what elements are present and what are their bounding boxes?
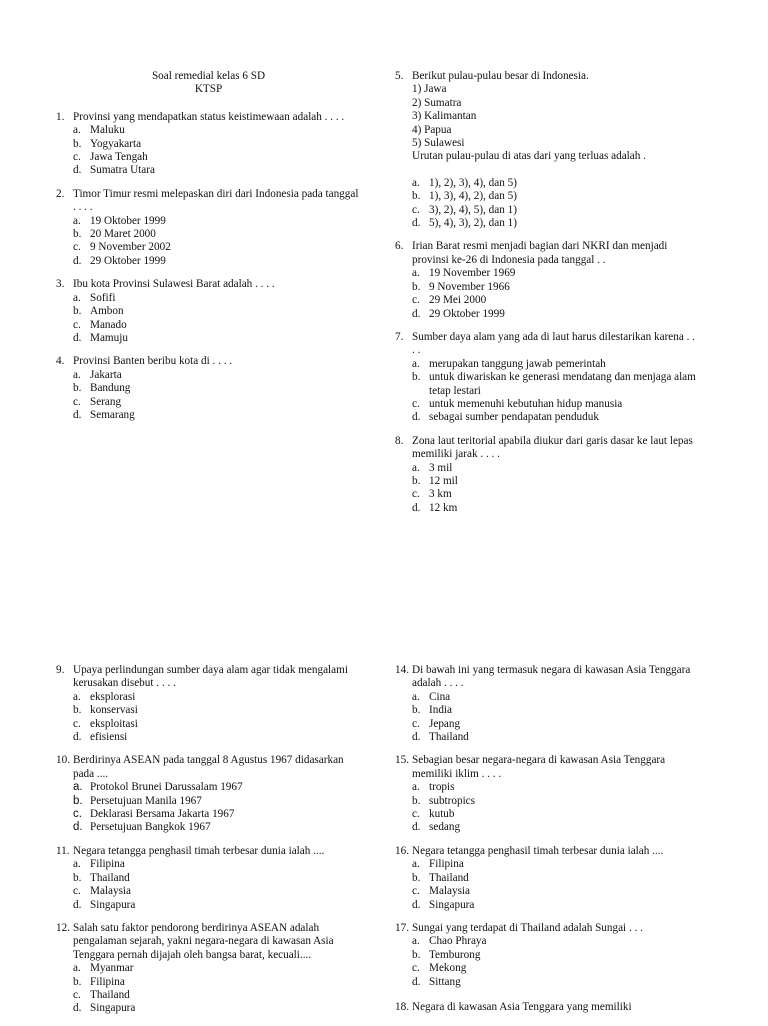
answer-option	[412, 935, 700, 948]
option-text: 9 November 2002	[90, 241, 171, 254]
question-number: 6.	[395, 240, 404, 253]
question-number: 10.	[56, 754, 70, 767]
question-number: 3.	[56, 278, 65, 291]
option-letter: a.	[73, 690, 81, 703]
options-list	[73, 691, 361, 745]
option-text: Maluku	[90, 124, 125, 137]
options-list	[73, 781, 361, 835]
question-15	[395, 754, 700, 834]
question-text: Salah satu faktor pendorong berdirinya ASEAN adalah pengalaman sejarah, yakni negara-negara di kawasan Asia Tenggara pernah dijajah oleh bangsa barat, kecuali....	[73, 921, 334, 961]
option-letter: b.	[73, 137, 82, 150]
option-letter: a.	[412, 781, 420, 794]
answer-option	[412, 217, 700, 230]
option-letter: c.	[73, 318, 81, 331]
option-letter: a.	[73, 781, 83, 794]
option-text: 12 mil	[429, 474, 458, 487]
option-letter: d.	[412, 307, 421, 320]
option-letter: a.	[412, 690, 420, 703]
question-text: Provinsi Banten beribu kota di . . . .	[73, 355, 233, 368]
question-number: 12.	[56, 921, 70, 934]
answer-option	[412, 872, 700, 885]
option-text: 9 November 1966	[429, 280, 510, 293]
options-list	[412, 177, 700, 231]
options-list	[73, 292, 361, 346]
answer-option	[412, 475, 700, 488]
question-8	[395, 435, 700, 515]
question-number: 1.	[56, 110, 65, 123]
answer-option	[73, 989, 361, 1002]
option-text: subtropics	[429, 794, 475, 807]
option-text: eksploitasi	[90, 717, 138, 730]
question-5	[395, 70, 700, 230]
question-3	[56, 278, 361, 345]
options-list	[412, 267, 700, 321]
option-text: Jakarta	[90, 368, 122, 381]
answer-option	[412, 294, 700, 307]
answer-option	[73, 305, 361, 318]
question-number: 5.	[395, 70, 404, 82]
island-item: 5) Sulawesi	[412, 137, 465, 150]
option-letter: c.	[73, 717, 81, 730]
answer-option	[73, 872, 361, 885]
question-number: 17.	[395, 921, 409, 934]
answer-option	[73, 319, 361, 332]
option-letter: a.	[412, 176, 420, 189]
question-12	[56, 922, 361, 1016]
answer-option	[73, 409, 361, 422]
option-letter: c.	[412, 885, 420, 898]
question-text: Sumber daya alam yang ada di laut harus dilestarikan karena . . . .	[412, 330, 696, 357]
option-letter: a.	[412, 267, 420, 280]
option-text: efisiensi	[90, 731, 128, 744]
option-letter: b.	[412, 948, 421, 961]
options-list	[412, 358, 700, 425]
option-text: Deklarasi Bersama Jakarta 1967	[90, 808, 235, 821]
option-letter: a.	[412, 357, 420, 370]
question-number: 2.	[56, 187, 65, 200]
options-list	[73, 215, 361, 269]
question-text: Timor Timur resmi melepaskan diri dari Indonesia pada tanggal . . . .	[73, 187, 359, 214]
answer-option	[73, 241, 361, 254]
answer-option	[73, 808, 361, 821]
title-line-2: KTSP	[194, 83, 223, 96]
island-item: 3) Kalimantan	[412, 110, 477, 123]
answer-option	[412, 795, 700, 808]
answer-option	[73, 885, 361, 898]
answer-option	[412, 858, 700, 871]
options-list	[73, 858, 361, 912]
option-text: Cina	[429, 690, 451, 703]
question-text: Negara tetangga penghasil timah terbesar dunia ialah ....	[412, 844, 664, 857]
answer-option	[412, 885, 700, 898]
option-text: 19 Oktober 1999	[90, 214, 166, 227]
question-text: Berikut pulau-pulau besar di Indonesia.	[412, 70, 589, 82]
question-14	[395, 664, 700, 744]
question-11	[56, 845, 361, 912]
option-text: Filipina	[90, 975, 125, 988]
option-text: Temburong	[429, 948, 481, 961]
options-list	[73, 369, 361, 423]
option-letter: d.	[412, 821, 421, 834]
page1-right-column	[395, 70, 700, 525]
option-text: Persetujuan Bangkok 1967	[90, 821, 211, 834]
option-text: 29 Oktober 1999	[90, 254, 166, 267]
question-18	[395, 1001, 700, 1014]
options-list	[73, 962, 361, 1016]
question-text: Ibu kota Provinsi Sulawesi Barat adalah . . . .	[73, 278, 275, 291]
option-text: Sittang	[429, 975, 461, 988]
option-letter: a.	[73, 124, 81, 137]
option-text: 29 Oktober 1999	[429, 307, 505, 320]
question-number: 7.	[395, 330, 404, 343]
option-letter: b.	[73, 382, 82, 395]
option-text: Bandung	[90, 382, 131, 395]
option-text: Thailand	[90, 871, 130, 884]
option-letter: d.	[73, 408, 82, 421]
answer-option	[412, 704, 700, 717]
answer-option	[412, 691, 700, 704]
answer-option	[412, 781, 700, 794]
options-list	[412, 858, 700, 912]
question-text: Upaya perlindungan sumber daya alam agar tidak mengalami kerusakan disebut . . . .	[73, 664, 348, 690]
question-text: Irian Barat resmi menjadi bagian dari NKRI dan menjadi provinsi ke-26 di Indonesia pada tanggal . .	[412, 240, 668, 266]
option-text: Yogyakarta	[90, 137, 142, 150]
page2-right-column	[395, 664, 700, 1024]
option-letter: b.	[73, 794, 83, 807]
answer-option	[412, 808, 700, 821]
answer-option	[412, 821, 700, 834]
option-letter: a.	[73, 214, 81, 227]
option-text: Thailand	[429, 731, 469, 744]
question-17	[395, 922, 700, 989]
answer-option	[73, 899, 361, 912]
option-text: sebagai sumber pendapatan penduduk	[429, 411, 599, 424]
option-text: Malaysia	[90, 885, 132, 898]
answer-option	[73, 718, 361, 731]
options-list	[412, 781, 700, 835]
answer-option	[73, 396, 361, 409]
answer-option	[412, 962, 700, 975]
question-2	[56, 188, 361, 268]
answer-option	[412, 731, 700, 744]
question-text: Zona laut teritorial apabila diukur dari garis dasar ke laut lepas memiliki jarak . . . .	[412, 434, 693, 461]
question-text: Negara di kawasan Asia Tenggara yang memiliki	[412, 1000, 632, 1013]
answer-option	[412, 899, 700, 912]
answer-option	[412, 358, 700, 371]
question-4	[56, 355, 361, 422]
option-letter: a.	[412, 858, 420, 871]
option-letter: d.	[73, 254, 82, 267]
option-letter: a.	[73, 368, 81, 381]
answer-option	[73, 781, 361, 794]
option-letter: d.	[73, 331, 82, 344]
option-text: Filipina	[90, 858, 125, 871]
answer-option	[73, 332, 361, 345]
question-number: 9.	[56, 664, 65, 676]
option-letter: b.	[73, 871, 82, 884]
option-text: Thailand	[429, 871, 469, 884]
option-text: 20 Maret 2000	[90, 228, 156, 241]
question-number: 14.	[395, 664, 409, 676]
answer-option	[412, 308, 700, 321]
question-9	[56, 664, 361, 744]
question-16	[395, 845, 700, 912]
option-letter: c.	[73, 395, 81, 408]
option-letter: b.	[412, 871, 421, 884]
option-text: 29 Mei 2000	[429, 294, 487, 307]
option-letter: b.	[73, 228, 82, 241]
option-text: Mekong	[429, 962, 467, 975]
answer-option	[412, 462, 700, 475]
answer-option	[73, 976, 361, 989]
option-text: 1), 3), 4), 2), dan 5)	[429, 190, 517, 203]
answer-option	[412, 718, 700, 731]
options-list	[412, 462, 700, 516]
option-text: Sumatra Utara	[90, 164, 155, 177]
options-list	[73, 124, 361, 178]
option-letter: c.	[73, 808, 82, 821]
option-text: kutub	[429, 808, 455, 821]
option-letter: a.	[73, 291, 81, 304]
option-text: 19 November 1969	[429, 267, 516, 280]
option-text: Myanmar	[90, 962, 134, 975]
option-text: Manado	[90, 318, 127, 331]
option-letter: c.	[73, 241, 81, 254]
options-list	[412, 691, 700, 745]
answer-option	[412, 411, 700, 424]
option-letter: a.	[412, 461, 420, 474]
option-text: sedang	[429, 821, 461, 834]
option-text: 3 km	[429, 488, 452, 501]
answer-option	[73, 138, 361, 151]
answer-option	[412, 371, 700, 398]
answer-option	[73, 731, 361, 744]
answer-option	[73, 215, 361, 228]
question-number: 11.	[56, 844, 70, 857]
question-text: Sebagian besar negara-negara di kawasan Asia Tenggara memiliki iklim . . . .	[412, 754, 666, 780]
option-text: Jawa Tengah	[90, 151, 148, 164]
answer-option	[412, 976, 700, 989]
answer-option	[73, 255, 361, 268]
option-letter: d.	[412, 975, 421, 988]
option-letter: b.	[73, 975, 82, 988]
question-6	[395, 240, 700, 320]
option-letter: d.	[73, 164, 82, 177]
answer-option	[73, 164, 361, 177]
option-text: Semarang	[90, 408, 135, 421]
answer-option	[73, 228, 361, 241]
answer-option	[73, 858, 361, 871]
spacer	[412, 164, 700, 177]
option-letter: b.	[412, 371, 421, 384]
question-number: 4.	[56, 355, 65, 368]
question-10	[56, 754, 361, 834]
question-text: Sungai yang terdapat di Thailand adalah Sungai . . .	[412, 921, 643, 934]
option-letter: c.	[73, 885, 81, 898]
option-text: 3 mil	[429, 461, 453, 474]
option-letter: c.	[412, 808, 420, 821]
option-letter: b.	[412, 280, 421, 293]
answer-option	[73, 292, 361, 305]
option-letter: b.	[73, 704, 82, 717]
option-text: Jepang	[429, 717, 461, 730]
answer-option	[412, 267, 700, 280]
option-letter: a.	[412, 935, 420, 948]
option-text: Mamuju	[90, 331, 128, 344]
option-letter: d.	[412, 501, 421, 514]
island-list	[412, 83, 700, 150]
option-letter: d.	[73, 821, 83, 834]
answer-option	[73, 124, 361, 137]
answer-option	[73, 1002, 361, 1015]
option-text: untuk diwariskan ke generasi mendatang dan menjaga alam tetap lestari	[429, 371, 696, 397]
question-number: 16.	[395, 844, 409, 857]
option-text: Thailand	[90, 988, 130, 1001]
island-item: 1) Jawa	[412, 83, 447, 96]
option-letter: b.	[412, 704, 421, 717]
option-letter: c.	[412, 397, 420, 410]
option-letter: c.	[412, 294, 420, 307]
option-text: merupakan tanggung jawab pemerintah	[429, 357, 606, 370]
option-text: Serang	[90, 395, 122, 408]
option-text: Sofifi	[90, 291, 116, 304]
question-number: 8.	[395, 434, 404, 447]
option-text: 12 km	[429, 501, 458, 514]
answer-option	[412, 488, 700, 501]
answer-option	[73, 704, 361, 717]
answer-option	[73, 821, 361, 834]
option-letter: c.	[412, 488, 420, 501]
answer-option	[412, 949, 700, 962]
option-letter: c.	[412, 203, 420, 216]
option-text: India	[429, 704, 452, 717]
option-letter: a.	[73, 858, 81, 871]
question-7	[395, 331, 700, 425]
option-letter: d.	[412, 411, 421, 424]
question-text: Negara tetangga penghasil timah terbesar dunia ialah ....	[73, 844, 325, 857]
option-text: 1), 2), 3), 4), dan 5)	[429, 176, 517, 189]
option-letter: d.	[412, 217, 421, 230]
answer-option	[412, 398, 700, 411]
option-letter: d.	[412, 898, 421, 911]
option-text: Malaysia	[429, 885, 471, 898]
option-letter: b.	[412, 474, 421, 487]
question-number: 18.	[395, 1000, 409, 1013]
question-text: Provinsi yang mendapatkan status keistimewaan adalah . . . .	[73, 110, 345, 123]
option-text: Singapura	[429, 898, 475, 911]
options-list	[412, 935, 700, 989]
question-number: 15.	[395, 754, 409, 767]
option-letter: c.	[73, 988, 81, 1001]
option-letter: c.	[412, 962, 420, 975]
option-text: eksplorasi	[90, 690, 136, 703]
question-1	[56, 111, 361, 178]
option-letter: d.	[73, 898, 82, 911]
answer-option	[73, 151, 361, 164]
answer-option	[73, 691, 361, 704]
answer-option	[73, 795, 361, 808]
option-letter: b.	[412, 794, 421, 807]
answer-option	[412, 281, 700, 294]
option-letter: d.	[73, 731, 82, 744]
option-text: tropis	[429, 781, 455, 794]
page2-left-column	[56, 664, 361, 1026]
question-text: Berdirinya ASEAN pada tanggal 8 Agustus 1967 didasarkan pada ....	[73, 754, 344, 780]
page-title	[56, 70, 361, 97]
option-letter: b.	[73, 305, 82, 318]
question-text-2: Urutan pulau-pulau di atas dari yang terluas adalah .	[412, 150, 646, 163]
option-text: Filipina	[429, 858, 464, 871]
option-text: Singapura	[90, 898, 136, 911]
option-text: 3), 2), 4), 5), dan 1)	[429, 203, 517, 216]
island-item: 2) Sumatra	[412, 96, 462, 109]
answer-option	[73, 369, 361, 382]
title-line-1: Soal remedial kelas 6 SD	[151, 70, 266, 82]
option-text: konservasi	[90, 704, 138, 717]
option-letter: b.	[412, 190, 421, 203]
option-letter: c.	[73, 151, 81, 164]
option-text: Singapura	[90, 1002, 136, 1015]
option-text: Ambon	[90, 305, 124, 318]
option-text: Persetujuan Manila 1967	[90, 794, 202, 807]
answer-option	[412, 204, 700, 217]
option-letter: d.	[73, 1002, 82, 1015]
answer-option	[73, 962, 361, 975]
answer-option	[412, 502, 700, 515]
page1-left-column	[56, 70, 361, 432]
option-text: Chao Phraya	[429, 935, 487, 948]
answer-option	[73, 382, 361, 395]
option-text: Protokol Brunei Darussalam 1967	[90, 781, 243, 794]
option-text: 5), 4), 3), 2), dan 1)	[429, 217, 517, 230]
option-text: untuk memenuhi kebutuhan hidup manusia	[429, 397, 623, 410]
option-letter: d.	[412, 731, 421, 744]
island-item: 4) Papua	[412, 123, 452, 136]
answer-option	[412, 177, 700, 190]
question-text: Di bawah ini yang termasuk negara di kawasan Asia Tenggara adalah . . . .	[412, 664, 691, 690]
option-letter: a.	[73, 962, 81, 975]
option-letter: c.	[412, 717, 420, 730]
answer-option	[412, 190, 700, 203]
